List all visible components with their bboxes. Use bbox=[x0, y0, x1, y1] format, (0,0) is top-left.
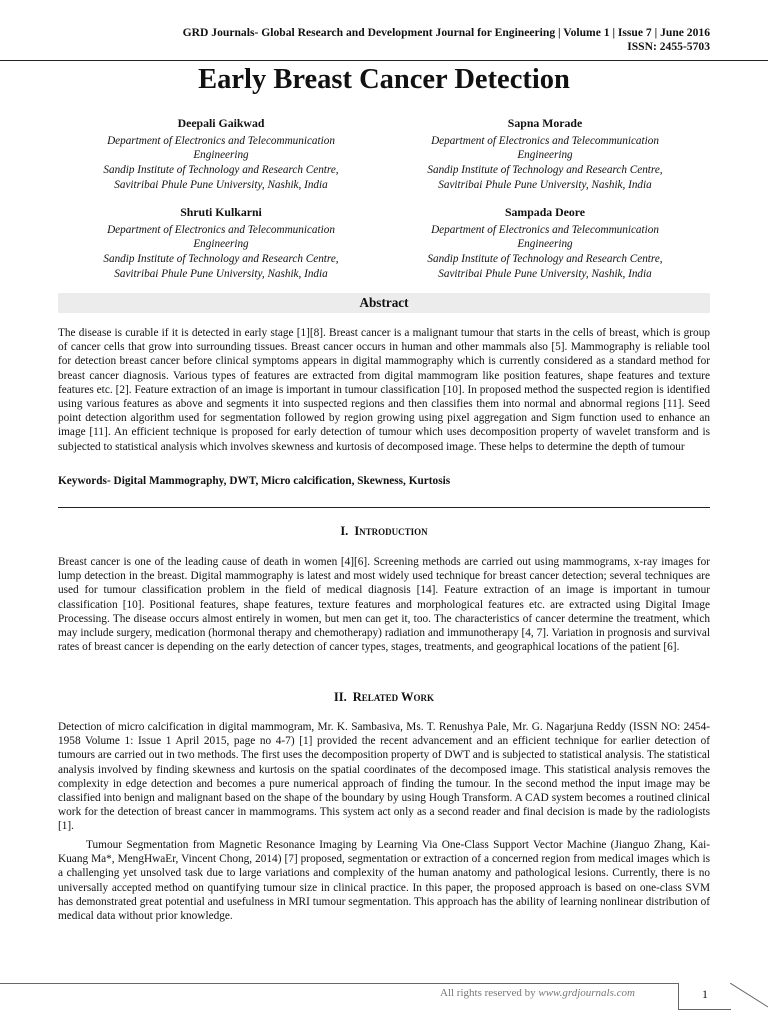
author-institute: Sandip Institute of Technology and Research Centre, bbox=[103, 253, 339, 266]
author-university: Savitribai Phule Pune University, Nashik, India bbox=[438, 267, 652, 280]
section-title: Related Work bbox=[352, 690, 435, 704]
section-number: I. bbox=[340, 524, 349, 538]
author-block bbox=[71, 116, 371, 193]
author-name: Shruti Kulkarni bbox=[180, 205, 262, 219]
journal-citation: GRD Journals- Global Research and Development Journal for Engineering | Volume 1 | Issue 7 | June 2016 bbox=[182, 26, 710, 39]
author-institute: Sandip Institute of Technology and Research Centre, bbox=[427, 253, 663, 266]
author-block bbox=[71, 205, 371, 282]
author-department-cont: Engineering bbox=[193, 238, 249, 251]
journal-header bbox=[183, 26, 710, 54]
author-name: Deepali Gaikwad bbox=[177, 116, 265, 130]
header-divider bbox=[0, 60, 768, 61]
footer-divider bbox=[0, 983, 678, 984]
author-department: Department of Electronics and Telecommunication bbox=[431, 134, 659, 147]
author-department-cont: Engineering bbox=[517, 149, 573, 162]
abstract-heading: Abstract bbox=[58, 293, 710, 313]
author-department-cont: Engineering bbox=[193, 149, 249, 162]
keywords: Keywords- Digital Mammography, DWT, Micro calcification, Skewness, Kurtosis bbox=[58, 475, 451, 487]
introduction-paragraph: Breast cancer is one of the leading cause of death in women [4][6]. Screening methods are carried out using mammograms, x-ray images for lump detection in the breast. Digital mammography is latest and most widely used technique for breast cancer detection; several techniques are used for tumour classification problem in the field of medical diagnosis [14]. Feature extraction of an image is important in tumour classification [10]. Positional features, shape features, texture features and morphological features etc. are extracted using Digital Image Processing. The disease occurs almost entirely in women, but men can get it, too. The characteristics of cancer determine the treatment, which may include surgery, medication (hormonal therapy and chemotherapy) radiation and immunotherapy [4, 7]. Variation in prognosis and survival rates of breast cancer is depending on the early detection of cancer types, stages, treatments, and geographical locations of the patient [6]. bbox=[58, 556, 710, 654]
footer-rights-prefix: All rights reserved by bbox=[440, 987, 536, 999]
author-institute: Sandip Institute of Technology and Research Centre, bbox=[103, 164, 339, 177]
paper-title: Early Breast Cancer Detection bbox=[198, 64, 570, 95]
author-name: Sapna Morade bbox=[507, 116, 583, 130]
author-department: Department of Electronics and Telecommunication bbox=[431, 223, 659, 236]
related-work-paragraph: Detection of micro calcification in digital mammogram, Mr. K. Sambasiva, Ms. T. Renushya Pale, Mr. G. Nagarjuna Reddy (ISSN NO: 2454-1958 Volume 1: Issue 1 April 2015, page no 4-7) [1] provided the recent advancement and an efficient technique for earlier detection of tumours are carried out in two methods. The first uses the decomposition property of DWT and is subjected to statistical analysis. The statistical analysis involved by finding skewness and kurtosis on the spatial coordinates of the decomposed image. This statistical analysis removes the complexity in edge detection and becomes a pure numerical approach of finding the tumour. In the second method the input image may be classified into benign and malignant based on the shape of the boundary by using Hough Transform. A CAD system becomes a routined clinical work for the detection of breast cancer in mammograms. This system act only as a second reader and final decision is made by the radiologists [1]. bbox=[58, 721, 710, 833]
section-heading-introduction bbox=[0, 524, 768, 539]
author-university: Savitribai Phule Pune University, Nashik, India bbox=[114, 267, 328, 280]
author-department-cont: Engineering bbox=[517, 238, 573, 251]
page-number: 1 bbox=[678, 983, 731, 1010]
author-department: Department of Electronics and Telecommunication bbox=[107, 134, 335, 147]
section-divider bbox=[58, 507, 710, 508]
author-block bbox=[395, 116, 695, 193]
related-work-paragraph: Tumour Segmentation from Magnetic Resonance Imaging by Learning Via One-Class Support Vector Machine (Jianguo Zhang, Kai-Kuang Ma*, MengHwaEr, Vincent Chong, 2014) [7] proposed, segmentation or extraction of a concerned region from medical images which is a challenging yet unsolved task due to large variations and complexity of the human anatomy and pathological lesions. Currently, there is no universally accepted method on quantifying tumour size in clinical practice. In this paper, the proposed approach is based on one-class SVM has demonstrated great potential and usefulness in MRI tumour segmentation. This approach has the ability of learning nonlinear distribution of medical data without prior knowledge. bbox=[58, 839, 710, 923]
footer-site-link[interactable]: www.grdjournals.com bbox=[538, 987, 635, 999]
author-name: Sampada Deore bbox=[504, 205, 586, 219]
journal-issn: ISSN: 2455-5703 bbox=[627, 40, 710, 53]
footer-corner-line bbox=[730, 983, 768, 1009]
section-number: II. bbox=[333, 690, 347, 704]
author-block bbox=[395, 205, 695, 282]
section-heading-related-work bbox=[0, 690, 768, 705]
author-university: Savitribai Phule Pune University, Nashik, India bbox=[438, 178, 652, 191]
section-title: Introduction bbox=[354, 524, 428, 538]
abstract-text: The disease is curable if it is detected in early stage [1][8]. Breast cancer is a malignant tumour that starts in the cells of breast, which is group of cancer cells that grow into surrounding tissues. Breast cancer occurs in human and other mammals also [5]. Mammography is reliable tool for detection breast cancer before clinical symptoms appears in digital mammography which is currently considered as a standard method for breast cancer diagnosis. Various types of features are extracted from digital mammogram like position features, shape features and texture features etc. [2]. Feature extraction of an image is important in tumour classification [10]. In proposed method the suspected region is identified using various features as above and segments it into suspected regions and then classifies them into normal and abnormal regions [11]. Seed point detection algorithm used for segmentation followed by region growing using pixel aggregation and Sigm function used to enhance an image [11]. An efficient technique is proposed for early detection of tumour which uses decomposition property of wavelet transform and is subjected to statistical analysis which involves skewness and kurtosis of decomposed image. These helps to determine the depth of tumour bbox=[58, 327, 710, 453]
author-institute: Sandip Institute of Technology and Research Centre, bbox=[427, 164, 663, 177]
author-university: Savitribai Phule Pune University, Nashik, India bbox=[114, 178, 328, 191]
author-department: Department of Electronics and Telecommunication bbox=[107, 223, 335, 236]
footer-rights bbox=[440, 987, 635, 999]
